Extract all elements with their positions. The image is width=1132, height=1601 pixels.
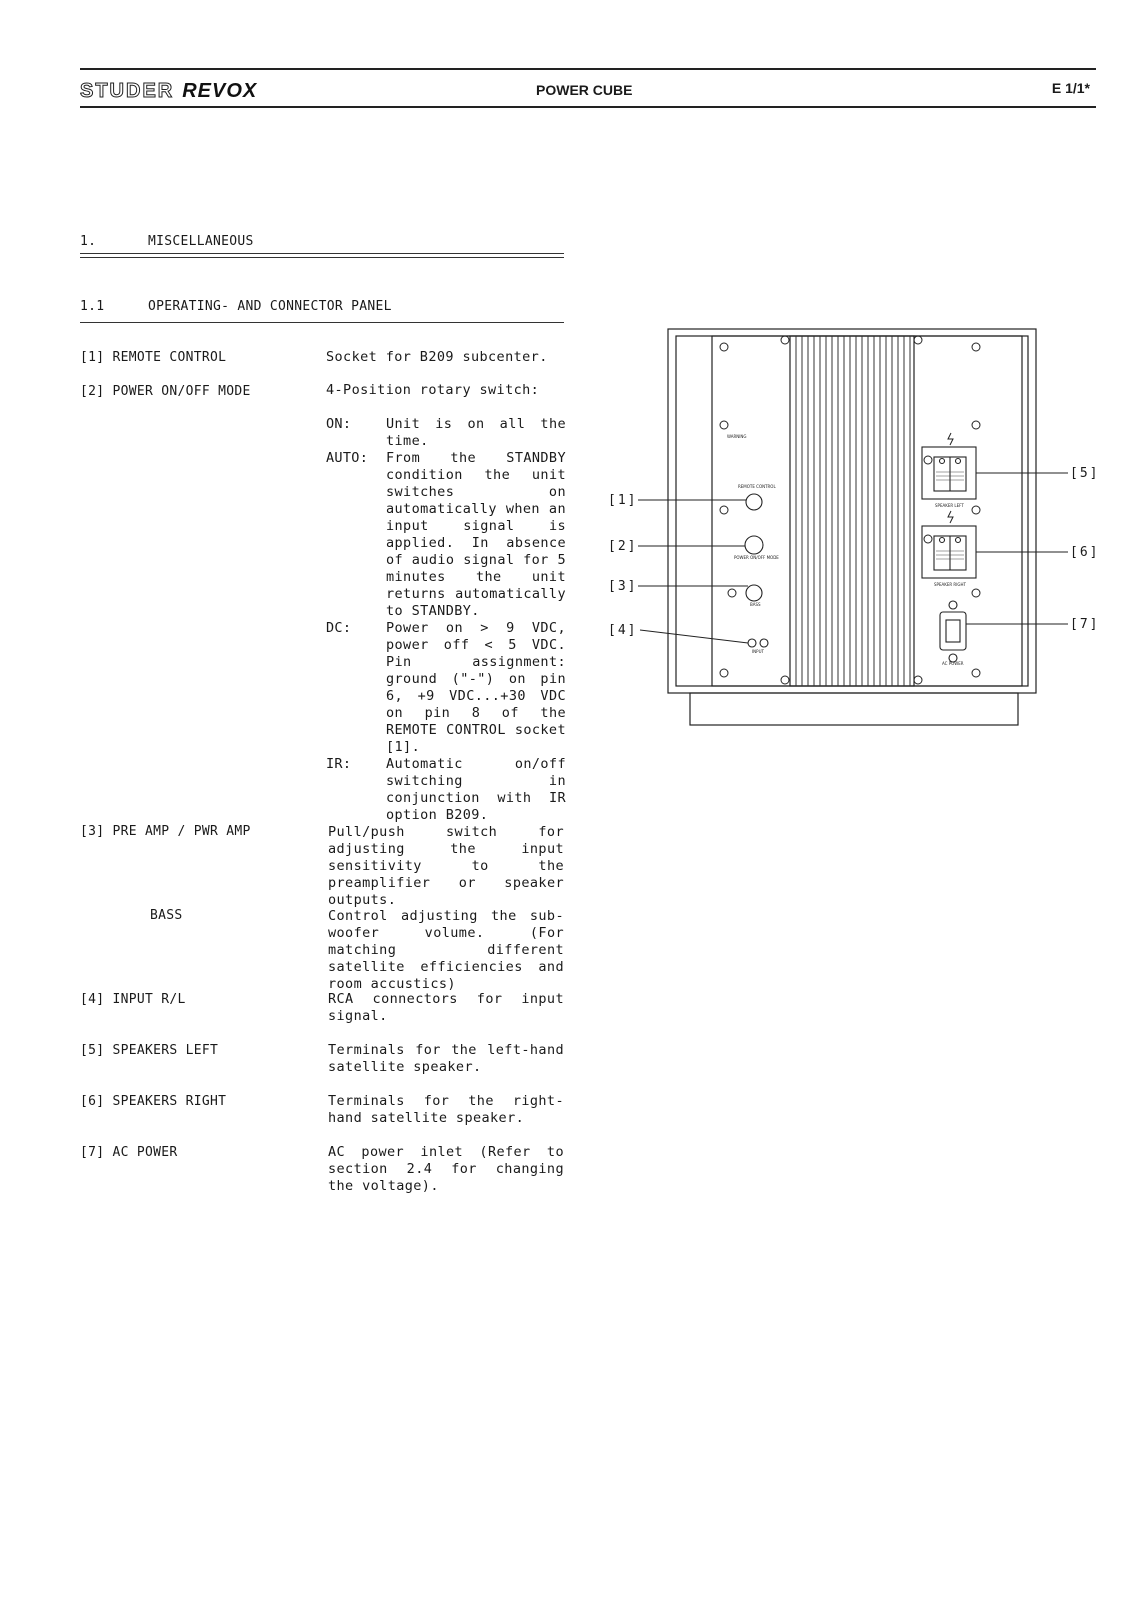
item-desc-pre-amp: Pull/push switch for adjusting the input sensitivity to the preamplifier or speaker outputs. bbox=[328, 824, 564, 908]
mode-key-ir: IR: bbox=[326, 756, 352, 772]
item-desc-remote-control: Socket for B209 subcenter. bbox=[326, 349, 548, 365]
screw-icon bbox=[972, 669, 980, 677]
item-desc-power-mode: 4-Position rotary switch: bbox=[326, 382, 540, 398]
screw-icon bbox=[914, 676, 922, 684]
item-desc-speakers-left: Terminals for the left-hand satellite speaker. bbox=[328, 1042, 564, 1075]
panel-label-spk-left: SPEAKER LEFT bbox=[935, 503, 964, 508]
section-title: MISCELLANEOUS bbox=[148, 234, 254, 249]
screw-icon bbox=[924, 535, 932, 543]
callout-3: [3] bbox=[608, 579, 638, 594]
mode-text-dc: Power on > 9 VDC, power off < 5 VDC. Pin assignment: ground ("-") on pin 6, +9 VDC...+30 VDC on pin 8 of the REMOTE CONTROL socket [1]. bbox=[386, 620, 566, 755]
screw-icon bbox=[972, 506, 980, 514]
subsection-number: 1.1 bbox=[80, 299, 105, 314]
callout-5: [5] bbox=[1070, 466, 1100, 481]
panel-label-bass: BASS bbox=[750, 602, 761, 607]
mode-text-ir: Automatic on/off switching in conjunction with IR option B209. bbox=[386, 756, 566, 823]
item-label-pre-amp: [3] PRE AMP / PWR AMP bbox=[80, 824, 251, 839]
callout-7: [7] bbox=[1070, 617, 1100, 632]
callout-1: [1] bbox=[608, 493, 638, 508]
panel-label-mode: POWER ON/OFF MODE bbox=[734, 555, 779, 560]
screw-icon bbox=[781, 676, 789, 684]
section-number: 1. bbox=[80, 234, 97, 249]
brand-logo bbox=[80, 80, 257, 103]
subsection-rule bbox=[80, 322, 564, 323]
screw-icon bbox=[972, 343, 980, 351]
item-desc-ac-power: AC power inlet (Refer to section 2.4 for changing the voltage). bbox=[328, 1144, 564, 1194]
item-desc-input: RCA connectors for input signal. bbox=[328, 991, 564, 1024]
item-desc-speakers-right: Terminals for the right-hand satellite speaker. bbox=[328, 1093, 564, 1126]
screw-icon bbox=[924, 456, 932, 464]
screw-icon bbox=[728, 589, 736, 597]
item-label-bass: BASS bbox=[150, 908, 183, 923]
header-top-rule bbox=[80, 68, 1096, 70]
mode-text-on: Unit is on all the time. bbox=[386, 416, 566, 449]
brand-studer: STUDER bbox=[80, 80, 175, 102]
page-number: E 1/1* bbox=[1051, 80, 1090, 96]
section-double-rule bbox=[80, 253, 564, 258]
callout-6: [6] bbox=[1070, 545, 1100, 560]
mode-key-dc: DC: bbox=[326, 620, 352, 636]
callout-4: [4] bbox=[608, 623, 638, 638]
mode-key-on: ON: bbox=[326, 416, 352, 432]
screw-icon bbox=[781, 336, 789, 344]
screw-icon bbox=[720, 669, 728, 677]
item-label-speakers-right: [6] SPEAKERS RIGHT bbox=[80, 1094, 227, 1109]
item-label-ac-power: [7] AC POWER bbox=[80, 1145, 178, 1160]
item-label-speakers-left: [5] SPEAKERS LEFT bbox=[80, 1043, 219, 1058]
mode-key-auto: AUTO: bbox=[326, 450, 369, 466]
subsection-title: OPERATING- AND CONNECTOR PANEL bbox=[148, 299, 392, 314]
panel-label-spk-right: SPEAKER RIGHT bbox=[934, 582, 966, 587]
panel-label-warning: WARNING bbox=[727, 434, 747, 439]
screw-icon bbox=[720, 506, 728, 514]
callout-2: [2] bbox=[608, 539, 638, 554]
screw-icon bbox=[972, 421, 980, 429]
header-bottom-rule bbox=[80, 106, 1096, 108]
panel-label-input: INPUT bbox=[752, 649, 764, 654]
document-title: POWER CUBE bbox=[536, 82, 633, 98]
screw-icon bbox=[914, 336, 922, 344]
item-desc-bass: Control adjusting the sub-woofer volume. (For matching different satellite efficiencies and room accustics) bbox=[328, 908, 564, 992]
panel-label-remote: REMOTE CONTROL bbox=[738, 484, 776, 489]
screw-icon bbox=[972, 589, 980, 597]
screw-icon bbox=[720, 343, 728, 351]
item-label-input: [4] INPUT R/L bbox=[80, 992, 186, 1007]
item-label-power-mode: [2] POWER ON/OFF MODE bbox=[80, 384, 251, 399]
panel-label-ac: AC POWER bbox=[942, 661, 964, 666]
brand-revox: REVOX bbox=[182, 80, 258, 102]
mode-text-auto: From the STANDBY condition the unit switches on automatically when an input signal is applied. In absence of audio signal for 5 minutes the unit returns automatically to STANDBY. bbox=[386, 450, 566, 619]
screw-icon bbox=[720, 421, 728, 429]
item-label-remote-control: [1] REMOTE CONTROL bbox=[80, 350, 227, 365]
